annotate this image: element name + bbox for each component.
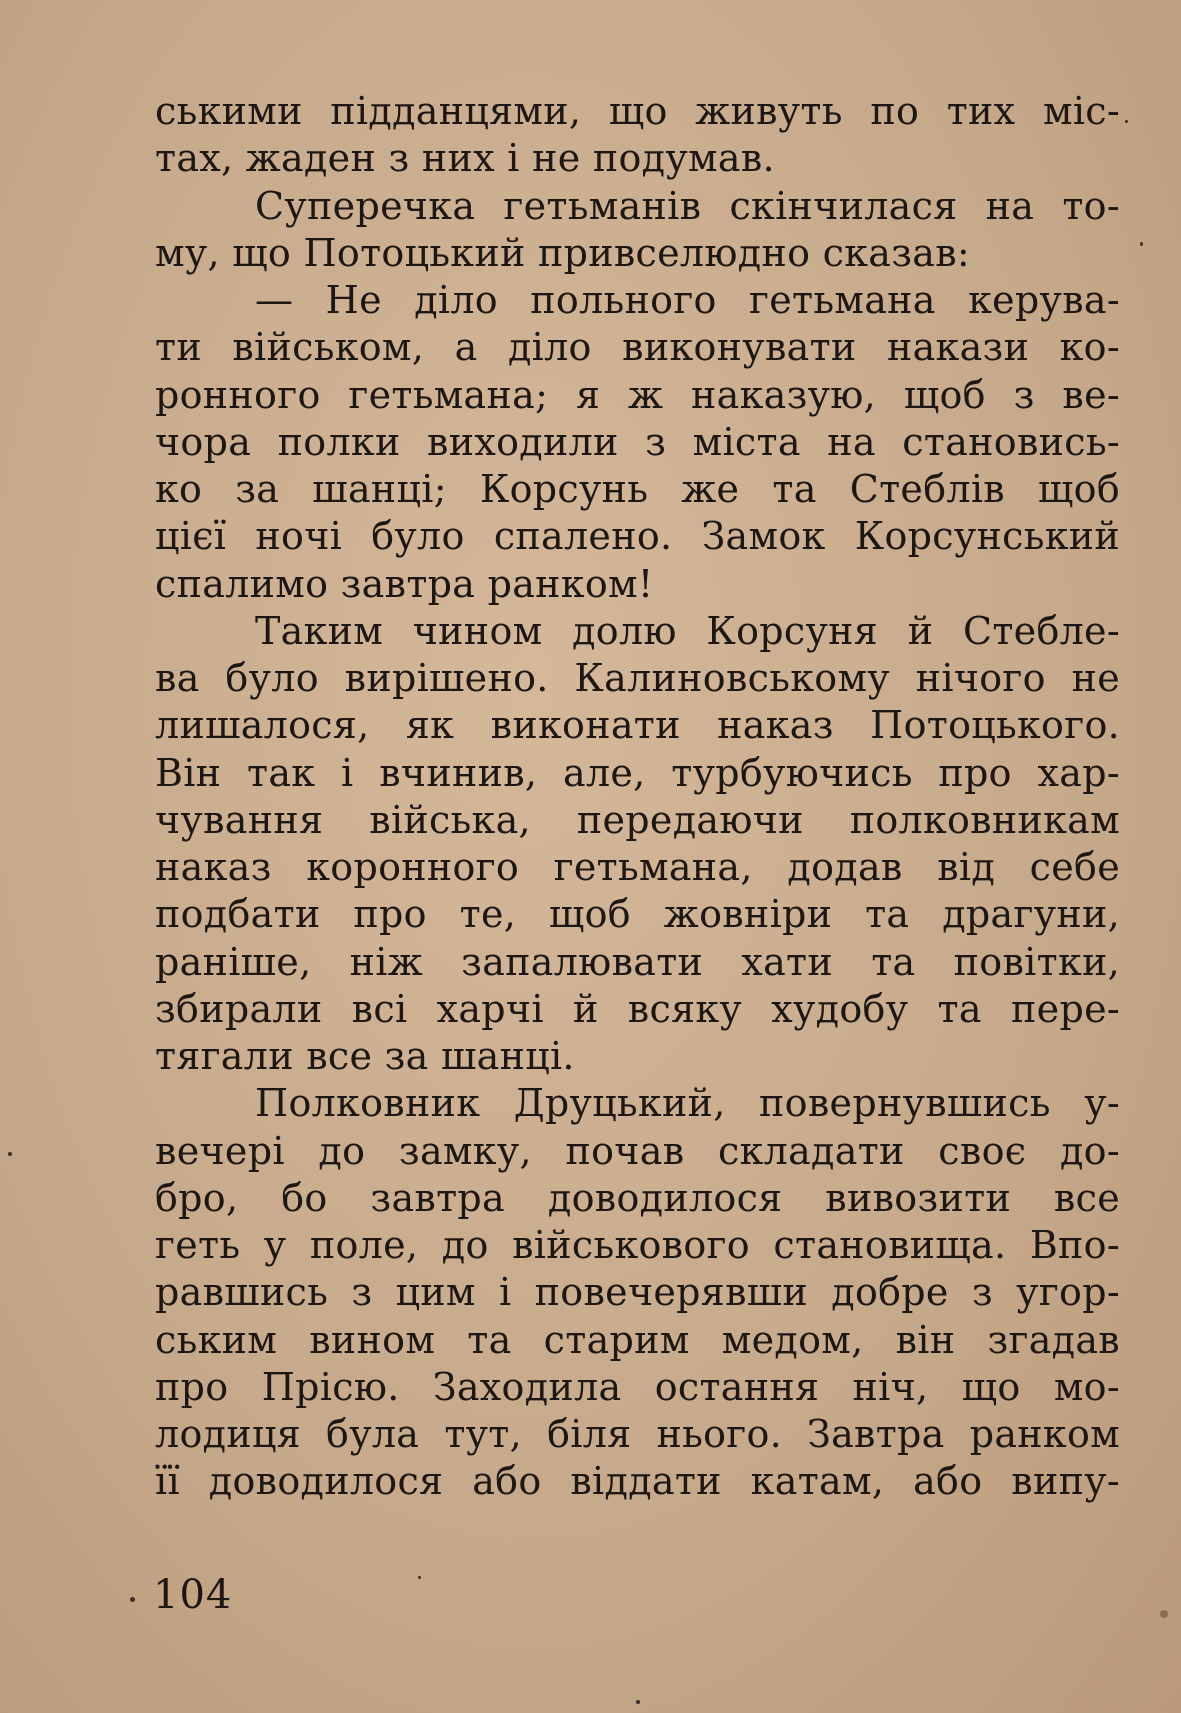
page-number: 104 (153, 1572, 233, 1618)
text-line: лишалося, як виконати наказ Потоцького. (155, 703, 1120, 748)
text-line: подбати про те, щоб жовніри та драгуни, (155, 892, 1120, 937)
text-line: вечері до замку, почав складати своє до- (155, 1128, 1120, 1173)
text-line: тах, жаден з них і не подумав. (155, 136, 775, 181)
text-line: про Прісю. Заходила остання ніч, що мо- (155, 1364, 1120, 1409)
text-line: — Не діло польного гетьмана керува- (255, 278, 1120, 322)
text-line: ронного гетьмана; я ж наказую, щоб з ве- (155, 372, 1120, 417)
text-line: Суперечка гетьманів скінчилася на то- (255, 183, 1120, 228)
text-line: цієї ночі було спалено. Замок Корсунський (155, 514, 1120, 559)
text-line: ко за шанці; Корсунь же та Стеблів щоб (155, 467, 1120, 511)
text-line: Полковник Друцький, повернувшись у- (255, 1081, 1120, 1126)
ink-speck (636, 1700, 640, 1704)
text-line: чора полки виходили з міста на становись- (155, 419, 1120, 464)
text-line: ти військом, а діло виконувати накази ко- (155, 325, 1120, 370)
text-line: му, що Потоцький привселюдно сказав: (155, 230, 970, 275)
text-line: ським вином та старим медом, він згадав (155, 1317, 1120, 1362)
ink-speck (130, 1597, 135, 1602)
text-line: ськими підданцями, що живуть по тих міс- (155, 89, 1120, 133)
ink-speck (418, 1576, 421, 1579)
text-line: раніше, ніж запалювати хати та повітки, (155, 939, 1120, 984)
text-line: її доводилося або віддати катам, або випу- (155, 1459, 1120, 1504)
text-line: спалимо завтра ранком! (155, 561, 654, 606)
text-line: Таким чином долю Корсуня й Стебле- (255, 608, 1120, 653)
text-line: ва було вирішено. Калиновському нічого не (155, 656, 1120, 700)
text-line: геть у поле, до військового становища. Впо- (155, 1223, 1120, 1267)
ink-speck (1125, 120, 1128, 123)
body-text (155, 88, 1120, 1506)
text-line: бро, бо завтра доводилося вивозити все (155, 1175, 1120, 1220)
text-line: лодиця була тут, біля нього. Завтра ранком (155, 1412, 1120, 1456)
text-line: наказ коронного гетьмана, додав від себе (155, 845, 1120, 889)
ink-speck (1140, 242, 1143, 246)
text-line: чування війська, передаючи полковникам (155, 797, 1120, 842)
ink-speck (8, 1152, 12, 1156)
text-line: Він так і вчинив, але, турбуючись про хар- (155, 750, 1120, 795)
ink-speck (1160, 1610, 1168, 1618)
text-line: тягали все за шанці. (155, 1034, 575, 1078)
text-line: равшись з цим і повечерявши добре з угор- (155, 1270, 1120, 1315)
text-line: збирали всі харчі й всяку худобу та пере- (155, 986, 1120, 1031)
